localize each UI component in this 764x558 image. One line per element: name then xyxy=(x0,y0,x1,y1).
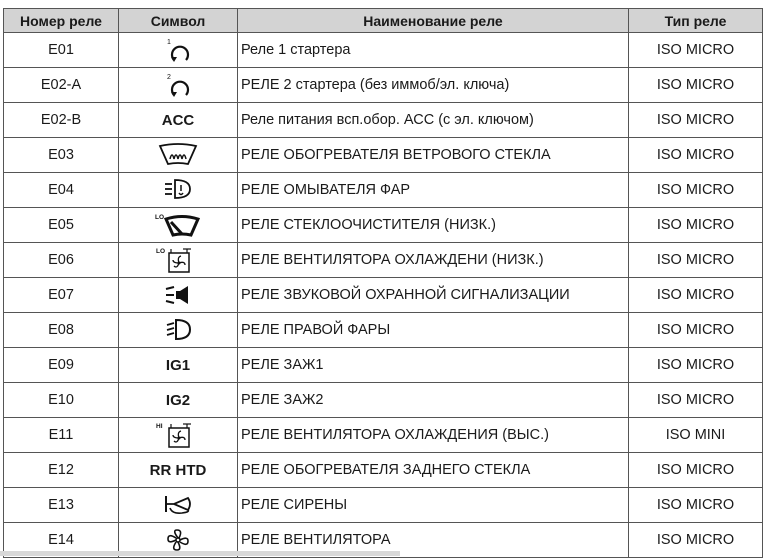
low-label: LO xyxy=(155,214,165,221)
relay-name: РЕЛЕ ВЕНТИЛЯТОРА xyxy=(238,523,629,558)
wiper-low-icon xyxy=(154,211,202,239)
header-type: Тип реле xyxy=(629,9,763,33)
blower-fan-icon xyxy=(163,527,193,553)
table-row xyxy=(4,418,763,453)
relay-symbol xyxy=(119,348,238,383)
table-row xyxy=(4,103,763,138)
relay-type: ISO MICRO xyxy=(629,348,763,383)
relay-symbol xyxy=(119,33,238,68)
cooling-fan-low-icon xyxy=(154,245,202,275)
relay-number: E02-A xyxy=(4,68,119,103)
relay-symbol xyxy=(119,278,238,313)
symbol-text: IG1 xyxy=(165,356,191,374)
relay-name: Реле 1 стартера xyxy=(238,33,629,68)
relay-number: E03 xyxy=(4,138,119,173)
relay-type: ISO MICRO xyxy=(629,33,763,68)
table-row xyxy=(4,208,763,243)
relay-name: РЕЛЕ ЗВУКОВОЙ ОХРАННОЙ СИГНАЛИЗАЦИИ xyxy=(238,278,629,313)
relay-type: ISO MICRO xyxy=(629,173,763,208)
relay-symbol xyxy=(119,208,238,243)
table-row xyxy=(4,313,763,348)
relay-name: РЕЛЕ ЗАЖ2 xyxy=(238,383,629,418)
relay-type: ISO MICRO xyxy=(629,138,763,173)
high-label: HI xyxy=(156,423,163,430)
relay-type: ISO MICRO xyxy=(629,523,763,558)
headlamp-washer-icon xyxy=(160,177,196,203)
relay-name: РЕЛЕ ОБОГРЕВАТЕЛЯ ЗАДНЕГО СТЕКЛА xyxy=(238,453,629,488)
table-row xyxy=(4,243,763,278)
relay-name: РЕЛЕ ОМЫВАТЕЛЯ ФАР xyxy=(238,173,629,208)
relay-number: E09 xyxy=(4,348,119,383)
symbol-text: ACC xyxy=(161,111,195,129)
header-row xyxy=(4,9,763,33)
symbol-text: RR HTD xyxy=(149,461,207,479)
table-row xyxy=(4,33,763,68)
table-row xyxy=(4,68,763,103)
relay-name: РЕЛЕ 2 стартера (без иммоб/эл. ключа) xyxy=(238,68,629,103)
header-symbol: Символ xyxy=(119,9,238,33)
relay-type: ISO MICRO xyxy=(629,488,763,523)
relay-number: E01 xyxy=(4,33,119,68)
relay-number: E05 xyxy=(4,208,119,243)
relay-type: ISO MICRO xyxy=(629,383,763,418)
relay-number: E10 xyxy=(4,383,119,418)
relay-symbol xyxy=(119,383,238,418)
table-row xyxy=(4,348,763,383)
relay-type: ISO MICRO xyxy=(629,278,763,313)
relay-type: ISO MICRO xyxy=(629,453,763,488)
starter-index-label: 2 xyxy=(167,74,171,81)
relay-type: ISO MICRO xyxy=(629,103,763,138)
relay-table xyxy=(3,8,763,558)
relay-number: E02-B xyxy=(4,103,119,138)
relay-name: Реле питания всп.обор. АСС (с эл. ключом) xyxy=(238,103,629,138)
windshield-heater-icon xyxy=(156,142,200,168)
relay-name: РЕЛЕ ВЕНТИЛЯТОРА ОХЛАЖДЕНИ (НИЗК.) xyxy=(238,243,629,278)
relay-number: E06 xyxy=(4,243,119,278)
relay-number: E12 xyxy=(4,453,119,488)
cooling-fan-high-icon xyxy=(154,420,202,450)
relay-type: ISO MICRO xyxy=(629,243,763,278)
relay-name: РЕЛЕ ВЕНТИЛЯТОРА ОХЛАЖДЕНИЯ (ВЫС.) xyxy=(238,418,629,453)
relay-symbol xyxy=(119,103,238,138)
relay-name: РЕЛЕ СИРЕНЫ xyxy=(238,488,629,523)
starter-1-icon xyxy=(160,36,196,64)
relay-symbol xyxy=(119,243,238,278)
relay-symbol xyxy=(119,138,238,173)
horn-alarm-icon xyxy=(160,282,196,308)
page-bottom-shade xyxy=(0,551,400,556)
relay-name: РЕЛЕ СТЕКЛООЧИСТИТЕЛЯ (НИЗК.) xyxy=(238,208,629,243)
table-row xyxy=(4,173,763,208)
relay-symbol xyxy=(119,173,238,208)
header-name: Наименование реле xyxy=(238,9,629,33)
relay-type: ISO MICRO xyxy=(629,313,763,348)
table-row xyxy=(4,453,763,488)
table-row xyxy=(4,138,763,173)
siren-icon xyxy=(158,492,198,518)
relay-name: РЕЛЕ ЗАЖ1 xyxy=(238,348,629,383)
relay-name: РЕЛЕ ОБОГРЕВАТЕЛЯ ВЕТРОВОГО СТЕКЛА xyxy=(238,138,629,173)
relay-type: ISO MINI xyxy=(629,418,763,453)
relay-type: ISO MICRO xyxy=(629,208,763,243)
relay-symbol xyxy=(119,418,238,453)
starter-2-icon xyxy=(160,71,196,99)
symbol-text: IG2 xyxy=(165,391,191,409)
table-row xyxy=(4,278,763,313)
relay-number: E08 xyxy=(4,313,119,348)
table-row xyxy=(4,488,763,523)
relay-number: E04 xyxy=(4,173,119,208)
relay-number: E07 xyxy=(4,278,119,313)
relay-name: РЕЛЕ ПРАВОЙ ФАРЫ xyxy=(238,313,629,348)
relay-symbol xyxy=(119,453,238,488)
relay-symbol xyxy=(119,313,238,348)
starter-index-label: 1 xyxy=(167,39,171,46)
low-label: LO xyxy=(156,248,166,255)
relay-number: E11 xyxy=(4,418,119,453)
relay-symbol xyxy=(119,488,238,523)
relay-number: E13 xyxy=(4,488,119,523)
header-number: Номер реле xyxy=(4,9,119,33)
relay-number: E14 xyxy=(4,523,119,558)
table-row xyxy=(4,383,763,418)
relay-type: ISO MICRO xyxy=(629,68,763,103)
headlamp-right-icon xyxy=(160,317,196,343)
relay-symbol xyxy=(119,68,238,103)
